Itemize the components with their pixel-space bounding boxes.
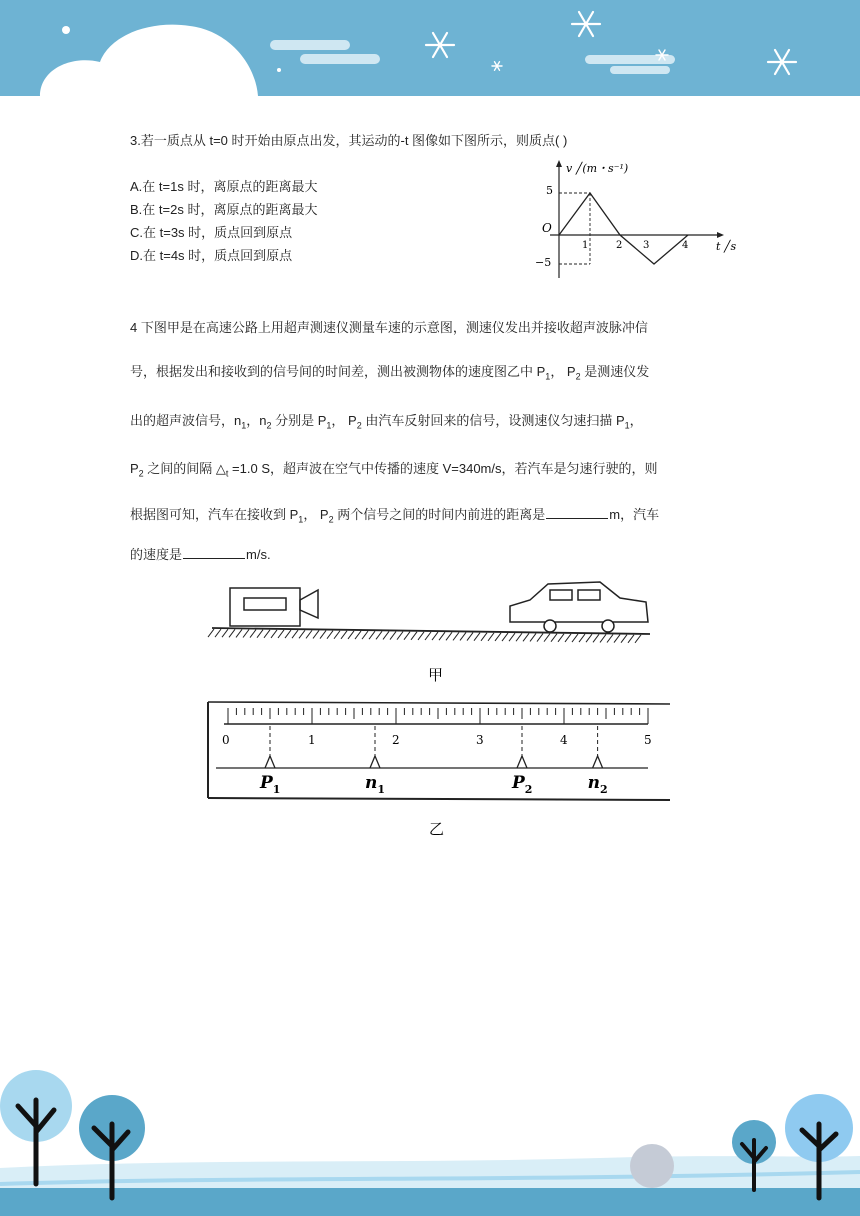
hatch-line xyxy=(411,632,417,640)
option-d: D.在 t=4s 时，质点回到原点 xyxy=(130,248,293,263)
marker-label: $n_1$ xyxy=(365,773,386,796)
scale-number: 2 xyxy=(392,733,400,747)
q4-line-4: $P_2$ 之间的间隔 $\triangle_t =1.0$ S，超声波在空气中传播的速度 V=340m/s，若汽车是匀速行驶的，则 xyxy=(130,461,658,479)
hatch-line xyxy=(481,633,487,641)
hatch-line xyxy=(299,630,305,638)
hatch-line xyxy=(488,633,494,641)
hatch-line xyxy=(390,632,396,640)
hatch-line xyxy=(635,635,641,643)
q4-line-3: 出的超声波信号，$n_1$，$n_2$ 分别是 $P_1$， $P_2$ 由汽车反射回来的信号，设测速仪匀速扫描 $P_1$， xyxy=(130,412,643,431)
hatch-line xyxy=(621,635,627,643)
figure-jia-caption: 甲 xyxy=(428,666,444,684)
graph-xtick-4: 4 xyxy=(682,240,689,251)
hatch-line xyxy=(558,634,564,642)
hatch-line xyxy=(537,634,543,642)
hatch-line xyxy=(614,635,620,643)
hatch-line xyxy=(236,629,242,637)
scale-ticks xyxy=(228,708,648,724)
graph-xtick-1: 1 xyxy=(582,240,589,251)
scale-number: 1 xyxy=(308,733,316,747)
hatch-line xyxy=(530,633,536,641)
question-4 xyxy=(130,306,730,566)
graph-xtick-3: 3 xyxy=(643,240,650,251)
hatch-line xyxy=(229,629,235,637)
hatch-line xyxy=(474,633,480,641)
hatch-line xyxy=(341,631,347,639)
scale-number: 4 xyxy=(560,733,568,747)
hatch-line xyxy=(551,634,557,642)
hatch-line xyxy=(362,631,368,639)
graph-ytick-neg5: −5 xyxy=(535,256,552,269)
q4-line-5: 根据图可知，汽车在接收到 $P_1$， $P_2$ 两个信号之间的时间内前进的距离是 m，汽车 xyxy=(130,504,730,531)
hatch-line xyxy=(348,631,354,639)
hatch-line xyxy=(439,632,445,640)
hatch-line xyxy=(383,631,389,639)
hatch-line xyxy=(425,632,431,640)
velocity-time-graph xyxy=(530,158,760,288)
scale-number: 0 xyxy=(222,733,230,747)
hatch-line xyxy=(572,634,578,642)
graph-origin: O xyxy=(542,221,552,235)
signal-pulse xyxy=(517,756,527,768)
hatch-line xyxy=(523,633,529,641)
hatch-line xyxy=(600,634,606,642)
graph-ylabel: v ╱(m・s⁻¹) xyxy=(566,162,629,175)
hatch-line xyxy=(628,635,634,643)
figure-jia xyxy=(200,570,670,690)
hatch-line xyxy=(215,629,221,637)
hatch-line xyxy=(271,630,277,638)
hatch-line xyxy=(292,630,298,638)
scale-number: 5 xyxy=(644,733,652,747)
hatch-line xyxy=(502,633,508,641)
hatch-line xyxy=(327,631,333,639)
signal-pulse xyxy=(370,756,380,768)
car-icon xyxy=(510,582,648,632)
hatch-line xyxy=(376,631,382,639)
option-a: A.在 t=1s 时，离原点的距离最大 xyxy=(130,179,318,194)
q4-line-6: 的速度是 m/s. xyxy=(130,544,730,566)
hatch-line xyxy=(460,632,466,640)
graph-xlabel: t ╱s xyxy=(716,240,737,253)
ground-line xyxy=(212,628,650,634)
question-3-stem: 3.若一质点从 t=0 时开始由原点出发，其运动的-t 图像如下图所示，则质点( ) xyxy=(130,133,568,148)
hatch-line xyxy=(579,634,585,642)
header-banner xyxy=(0,0,860,96)
hatch-line xyxy=(222,629,228,637)
hatch-line xyxy=(250,630,256,638)
hatch-line xyxy=(257,630,263,638)
scale-number: 3 xyxy=(476,733,484,747)
marker-label: $P_1$ xyxy=(260,773,281,796)
hatch-line xyxy=(369,631,375,639)
hatch-line xyxy=(418,632,424,640)
hatch-line xyxy=(495,633,501,641)
answer-blank-speed[interactable] xyxy=(183,544,245,559)
hatch-line xyxy=(355,631,361,639)
speed-meter-device xyxy=(230,588,318,626)
marker-label: $P_2$ xyxy=(512,773,533,796)
graph-ytick-5: 5 xyxy=(546,184,553,197)
hatch-line xyxy=(397,632,403,640)
hatch-line xyxy=(313,630,319,638)
q4-line-1: 4 下图甲是在高速公路上用超声测速仪测量车速的示意图，测速仪发出并接收超声波脉冲信 xyxy=(130,320,648,335)
graph-xtick-2: 2 xyxy=(616,240,623,251)
hatch-line xyxy=(278,630,284,638)
hatch-line xyxy=(467,633,473,641)
hatch-line xyxy=(208,629,214,637)
hatch-line xyxy=(334,631,340,639)
hatch-line xyxy=(446,632,452,640)
signal-pulse xyxy=(265,756,275,768)
hatch-line xyxy=(404,632,410,640)
hatch-line xyxy=(509,633,515,641)
scale-numbers xyxy=(222,733,652,747)
hatch-line xyxy=(453,632,459,640)
hatch-line xyxy=(285,630,291,638)
hatch-line xyxy=(544,634,550,642)
velocity-line xyxy=(559,193,688,264)
hatch-line xyxy=(320,631,326,639)
hatch-line xyxy=(432,632,438,640)
figure-yi xyxy=(200,696,680,846)
hatch-line xyxy=(565,634,571,642)
option-c: C.在 t=3s 时，质点回到原点 xyxy=(130,225,293,240)
figure-yi-caption: 乙 xyxy=(429,820,445,838)
hatch-line xyxy=(306,630,312,638)
answer-blank-distance[interactable] xyxy=(546,504,608,519)
marker-label: $n_2$ xyxy=(587,773,608,796)
hatch-line xyxy=(586,634,592,642)
hatch-line xyxy=(243,630,249,638)
signal-pulse xyxy=(593,756,603,768)
option-b: B.在 t=2s 时，离原点的距离最大 xyxy=(130,202,318,217)
q4-line-2: 号，根据发出和接收到的信号间的时间差，测出被测物体的速度图乙中 $P_1$， $P_2$ 是测速仪发 xyxy=(130,364,650,382)
footer-decoration xyxy=(0,1040,860,1216)
hatch-line xyxy=(516,633,522,641)
hatch-line xyxy=(264,630,270,638)
snowball-decoration xyxy=(630,1144,674,1188)
hatch-line xyxy=(607,634,613,642)
hatch-line xyxy=(593,634,599,642)
